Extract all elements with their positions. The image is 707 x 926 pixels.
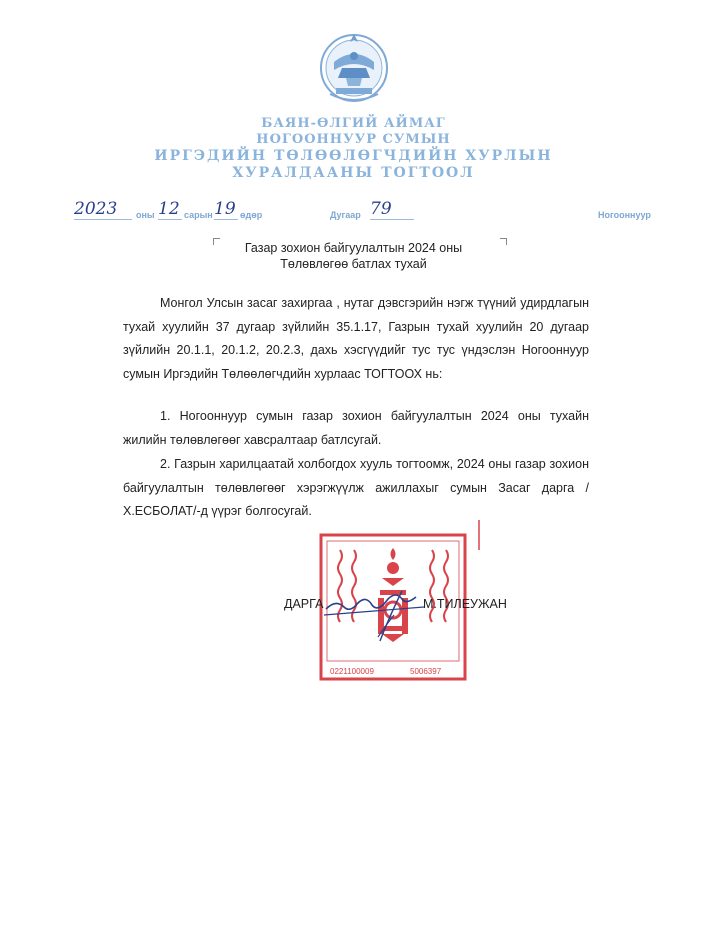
seal-code: 5006397 [410,667,442,676]
mongolia-emblem-icon [318,28,390,108]
number-label: Дугаар [330,210,361,220]
signatory-role: ДАРГА [284,597,324,611]
header-resolution: ХУРАЛДААНЫ ТОГТООЛ [232,165,475,181]
date-month: 12 [158,199,182,220]
resolution-number: 79 [370,199,414,220]
seal-registry-number: 0221100009 [330,667,374,676]
header-council: ИРГЭДИЙН ТӨЛӨӨЛӨГЧДИЙН ХУРЛЫН [154,148,553,164]
resolution-item-1: 1. Ногооннуур сумын газар зохион байгуулалтын 2024 оны тухайн жилийн төлөвлөгөөг хавсралтаар батлсугай. [123,409,589,447]
place-name: Ногооннуур [598,210,651,220]
date-day: 19 [214,199,238,220]
date-year: 2023 [74,199,132,220]
handwritten-signature [320,585,430,645]
title-line-2: Төлөвлөгөө батлах тухай [280,257,427,271]
document-title [0,240,707,272]
signatory-name: М.ТИЛЕУЖАН [423,597,507,611]
preamble-paragraph: Монгол Улсын засаг захиргаа , нутаг дэвсгэрийн нэгж түүний удирдлагын тухай хуулийн 37 дугаар зүйлийн 35.1.17, Газрын тухай хуулийн 20 дугаар зүйлийн 20.1.1, 20.1.2, 20.2.3, дахь хэсгүүдийг тус тус үндэслэн Ногооннуур сумын Иргэдийн Төлөөлөгчдийн хурлаас ТОГТООХ нь: [123,296,589,381]
title-line-1: Газар зохион байгуулалтын 2024 оны [244,241,463,255]
dateline [74,200,664,222]
date-year-label: оны [136,210,155,220]
header-province: БАЯН-ӨЛГИЙ АЙМАГ [261,116,446,131]
date-month-label: сарын [184,210,213,220]
date-day-label: өдөр [240,210,263,220]
resolution-item-2: 2. Газрын харилцаатай холбогдох хууль тогтоомж, 2024 оны газар зохион байгуулалтын төлөвлөгөөг хэрэгжүүлж ажиллахыг сумын Засаг дарга /Х.ЕСБОЛАТ/-д үүрэг болгосугай. [123,457,589,518]
header-soum: НОГООННУУР СУМЫН [256,132,451,147]
red-pen-mark [476,520,482,550]
